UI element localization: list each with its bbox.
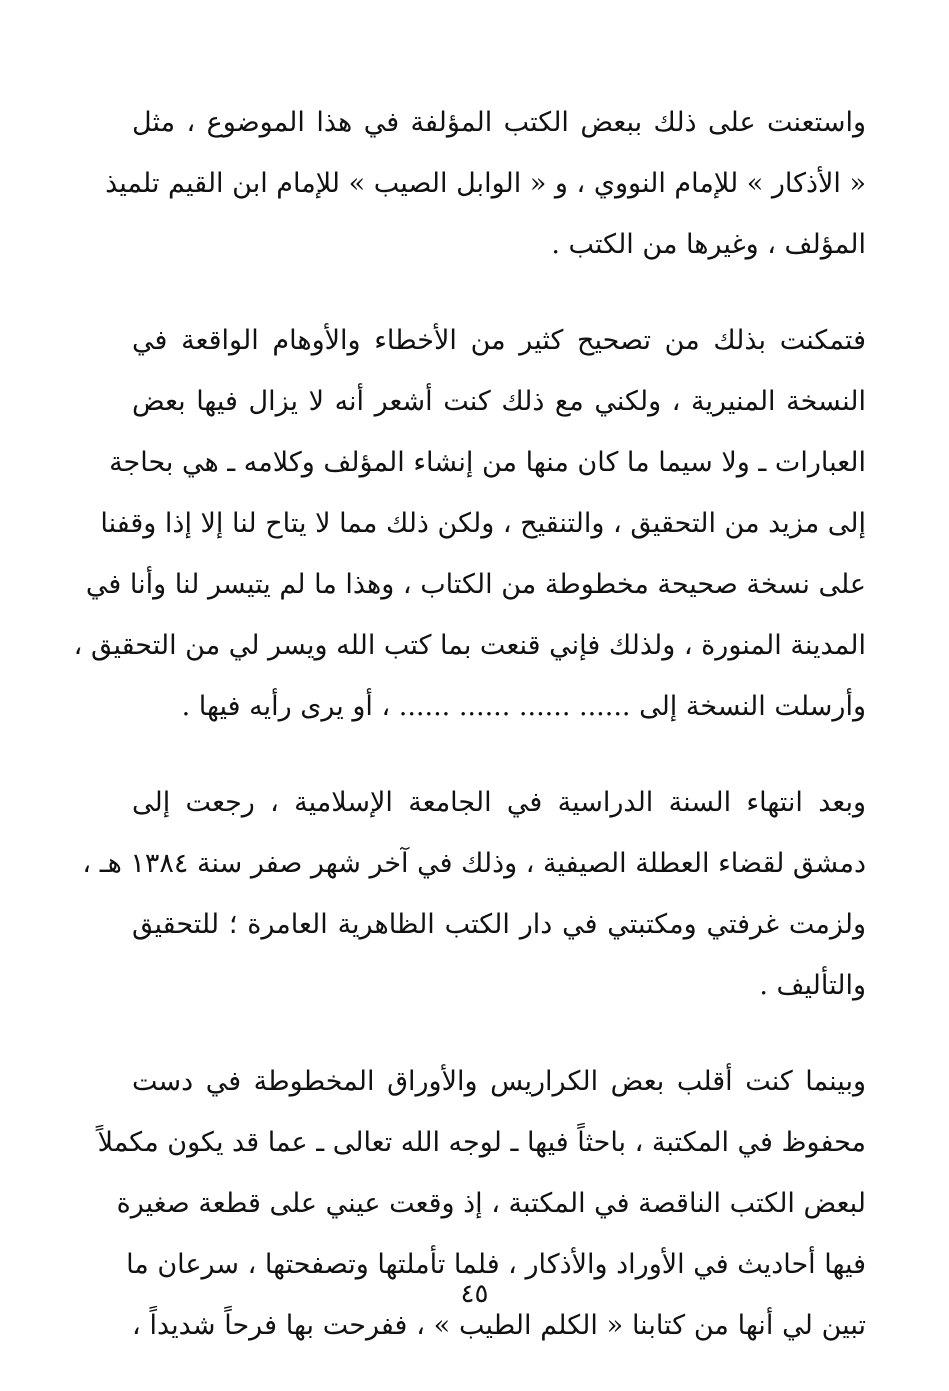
text-line: تبين لي أنها من كتابنا « الكلم الطيب » ، ففرحت بها فرحاً شديداً ، bbox=[132, 1310, 866, 1341]
text-line: المدينة المنورة ، ولذلك فإني قنعت بما كتب الله ويسر لي من التحقيق ، bbox=[73, 630, 866, 661]
text-line: على نسخة صحيحة مخطوطة من الكتاب ، وهذا ما لم يتيسر لنا وأنا في bbox=[85, 569, 866, 600]
text-line: وبعد انتهاء السنة الدراسية في الجامعة الإسلامية ، رجعت إلى bbox=[132, 787, 866, 818]
paragraph-1 bbox=[105, 92, 866, 275]
text-line: فيها أحاديث في الأوراد والأذكار ، فلما تأملتها وتصفحتها ، سرعان ما bbox=[126, 1249, 866, 1280]
text-line: محفوظ في المكتبة ، باحثاً فيها ـ لوجه الله تعالى ـ عما قد يكون مكملاً bbox=[97, 1127, 866, 1158]
text-line: والتأليف . bbox=[759, 970, 866, 1001]
page-number: ٤٥ bbox=[460, 1279, 489, 1309]
paragraph-3 bbox=[82, 772, 866, 1016]
text-line: إلى مزيد من التحقيق ، والتنقيح ، ولكن ذلك مما لا يتاح لنا إلا إذا وقفنا bbox=[100, 508, 866, 539]
text-line: دمشق لقضاء العطلة الصيفية ، وذلك في آخر شهر صفر سنة ١٣٨٤ هـ ، bbox=[82, 848, 866, 879]
text-line: وأرسلت النسخة إلى ...... ...... ...... ...... ، أو يرى رأيه فيها . bbox=[181, 691, 866, 722]
text-line: « الأذكار » للإمام النووي ، و « الوابل الصيب » للإمام ابن القيم تلميذ bbox=[105, 168, 866, 199]
text-line: فتمكنت بذلك من تصحيح كثير من الأخطاء والأوهام الواقعة في bbox=[132, 325, 866, 356]
page-body bbox=[73, 92, 866, 1391]
paragraph-2 bbox=[73, 310, 866, 737]
text-line: وبينما كنت أقلب بعض الكراريس والأوراق المخطوطة في دست bbox=[132, 1066, 866, 1097]
text-line: واستعنت على ذلك ببعض الكتب المؤلفة في هذا الموضوع ، مثل bbox=[132, 107, 866, 138]
text-line: النسخة المنيرية ، ولكني مع ذلك كنت أشعر أنه لا يزال فيها بعض bbox=[132, 386, 866, 417]
text-line: ولزمت غرفتي ومكتبتي في دار الكتب الظاهرية العامرة ؛ للتحقيق bbox=[132, 909, 866, 940]
text-line: لبعض الكتب الناقصة في المكتبة ، إذ وقعت عيني على قطعة صغيرة bbox=[116, 1188, 866, 1219]
paragraph-4 bbox=[97, 1051, 866, 1356]
text-line: العبارات ـ ولا سيما ما كان منها من إنشاء المؤلف وكلامه ـ هي بحاجة bbox=[109, 447, 866, 478]
text-line: المؤلف ، وغيرها من الكتب . bbox=[551, 229, 866, 260]
